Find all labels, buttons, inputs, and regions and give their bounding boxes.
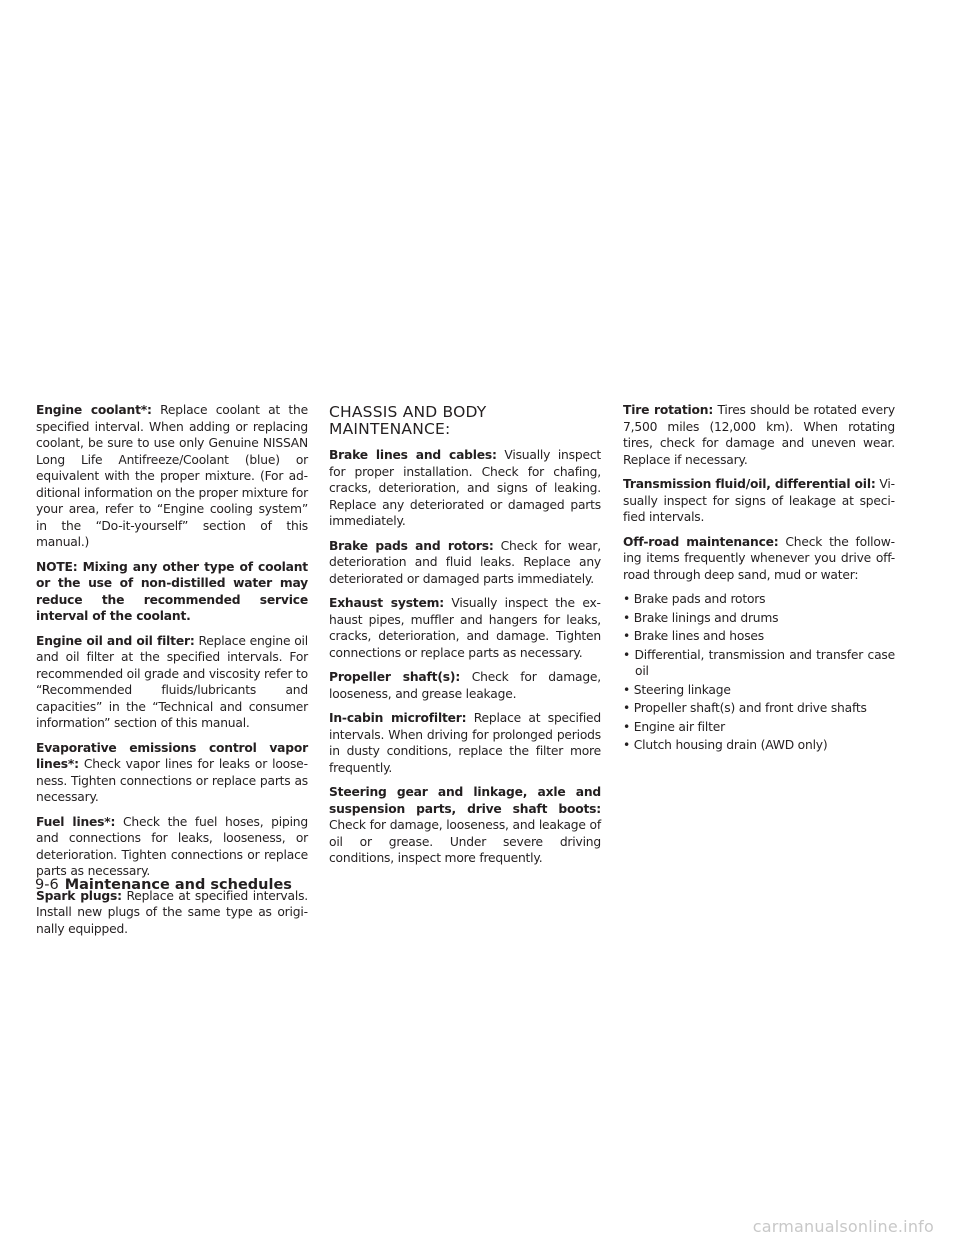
middle-column — [329, 402, 601, 875]
fuel-lines-label: Fuel lines*: — [36, 814, 116, 829]
right-column — [623, 402, 895, 756]
checklist-item: • Differential, transmission and transfer case oil — [623, 647, 895, 680]
tire-rotation-text: Tires should be rotated every 7,500 miles (12,000 km). When rotating tires, check for damage and uneven wear. Replace if necessary. — [623, 403, 895, 467]
off-road-text: Check the following items frequently whenever you drive off-road through deep sand, mud or water: — [623, 534, 895, 582]
propeller-shaft-text: Check for damage, looseness, and grease leakage. — [329, 670, 601, 701]
page-footer — [35, 876, 292, 894]
engine-oil-text: Replace engine oil and oil filter at the specified intervals. For recommended oil grade and viscosity refer to “Recommended fluids/lubricants and capacities” in the “Technical and consumer information” section of this manual. — [36, 633, 308, 730]
propeller-shaft-paragraph — [329, 669, 601, 702]
evap-emissions-label: Evaporative emissions control vapor lines*: — [36, 740, 308, 771]
evap-emissions-paragraph — [36, 740, 308, 806]
coolant-note-text: NOTE: Mixing any other type of coolant or the use of non-distilled water may reduce the recommended service interval of the coolant. — [36, 559, 308, 623]
microfilter-label: In-cabin microfilter: — [329, 711, 467, 725]
engine-coolant-label: Engine coolant*: — [36, 403, 152, 417]
exhaust-system-label: Exhaust system: — [329, 596, 444, 610]
steering-suspension-paragraph — [329, 784, 601, 867]
transmission-fluid-label: Transmission fluid/oil, differential oil: — [623, 477, 876, 491]
engine-oil-label: Engine oil and oil filter: — [36, 633, 195, 648]
steering-suspension-text: Check for damage, looseness, and leakage of oil or grease. Under severe driving conditions, inspect more frequently. — [329, 818, 601, 865]
coolant-note — [36, 559, 308, 625]
engine-oil-paragraph — [36, 633, 308, 732]
propeller-shaft-label: Propeller shaft(s): — [329, 670, 461, 684]
section-heading: CHASSIS AND BODY MAINTENANCE: — [329, 403, 487, 438]
engine-coolant-text: Replace coolant at the specified interval. When adding or replacing coolant, be sure to use only Genuine NISSAN Long Life Antifreeze/Coolant (blue) or equivalent with the proper mixture. (For additional information on the proper mixture for your area, refer to “Engine cooling system” in the “Do-it-yourself” section of this manual.) — [36, 403, 308, 549]
fuel-lines-paragraph — [36, 814, 308, 880]
spark-plugs-text: Replace at specified intervals. Install new plugs of the same type as originally equipped. — [36, 888, 308, 936]
fuel-lines-text: Check the fuel hoses, piping and connections for leaks, looseness, or deterioration. Tighten connections or replace parts as necessary. — [36, 814, 309, 878]
watermark: carmanualsonline.info — [752, 1217, 934, 1236]
checklist-item: • Steering linkage — [623, 682, 895, 699]
brake-lines-label: Brake lines and cables: — [329, 448, 497, 462]
checklist-item: • Brake lines and hoses — [623, 628, 895, 645]
exhaust-system-text: Visually inspect the exhaust pipes, muffler and hangers for leaks, cracks, deterioration, and damage. Tighten connections or replace parts as necessary. — [329, 596, 601, 660]
page-number: 9-6 — [35, 877, 59, 893]
transmission-fluid-paragraph — [623, 476, 895, 526]
checklist-item: • Clutch housing drain (AWD only) — [623, 737, 895, 754]
left-column — [36, 402, 308, 945]
spark-plugs-paragraph — [36, 888, 308, 938]
brake-lines-paragraph — [329, 447, 601, 530]
exhaust-system-paragraph — [329, 595, 601, 661]
footer-section-title: Maintenance and schedules — [64, 877, 292, 893]
off-road-checklist — [623, 591, 895, 754]
off-road-paragraph — [623, 534, 895, 584]
tire-rotation-paragraph — [623, 402, 895, 468]
microfilter-paragraph — [329, 710, 601, 776]
microfilter-text: Replace at specified intervals. When driving for prolonged periods in dusty conditions, replace the filter more frequently. — [329, 711, 602, 775]
checklist-item: • Engine air filter — [623, 719, 895, 736]
off-road-label: Off-road maintenance: — [623, 534, 779, 549]
transmission-fluid-text: Visually inspect for signs of leakage at specified intervals. — [623, 477, 895, 524]
spark-plugs-label: Spark plugs: — [36, 888, 122, 903]
brake-pads-label: Brake pads and rotors: — [329, 538, 494, 553]
brake-lines-text: Visually inspect for proper installation. Check for chafing, cracks, deterioration, and signs of leaking. Replace any deteriorated or damaged parts immediately. — [329, 448, 601, 528]
brake-pads-paragraph — [329, 538, 601, 588]
engine-coolant-paragraph — [36, 402, 308, 551]
checklist-item: • Brake linings and drums — [623, 610, 895, 627]
checklist-item: • Brake pads and rotors — [623, 591, 895, 608]
brake-pads-text: Check for wear, deterioration and fluid leaks. Replace any deteriorated or damaged parts immediately. — [329, 538, 601, 586]
checklist-item: • Propeller shaft(s) and front drive shafts — [623, 700, 895, 717]
evap-emissions-text: Check vapor lines for leaks or looseness. Tighten connections or replace parts as necessary. — [36, 757, 308, 804]
steering-suspension-label: Steering gear and linkage, axle and suspension parts, drive shaft boots: — [329, 785, 601, 816]
tire-rotation-label: Tire rotation: — [623, 403, 714, 417]
